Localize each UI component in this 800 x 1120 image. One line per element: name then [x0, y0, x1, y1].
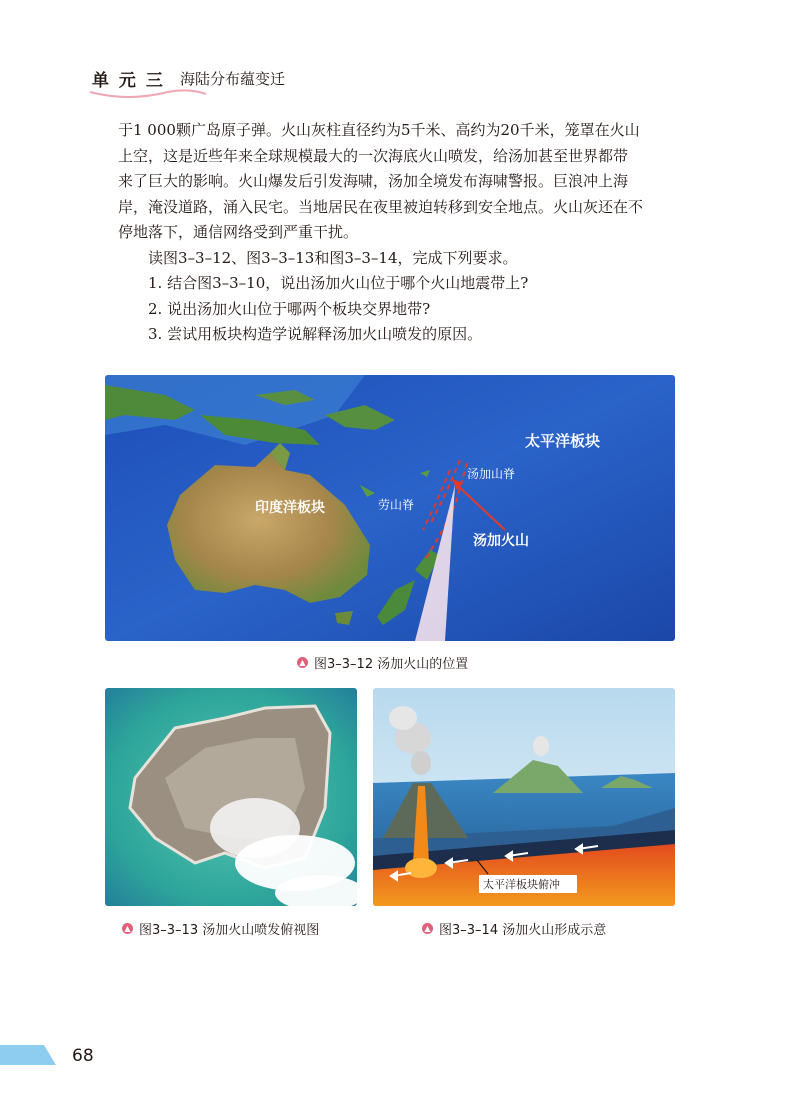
label-lau-ridge: 劳山脊	[378, 498, 415, 512]
caption-text: 图3–3–13 汤加火山喷发俯视图	[139, 923, 320, 938]
caption-text: 图3–3–12 汤加火山的位置	[314, 657, 469, 672]
body-line: 停地落下，通信网络受到严重干扰。	[118, 223, 359, 241]
caption-fig-3-3-13	[122, 919, 319, 938]
unit-header	[92, 60, 392, 100]
body-line: 上空，这是近些年来全球规模最大的一次海底火山喷发，给汤加甚至世界都带	[118, 146, 629, 165]
aerial-graphic	[105, 688, 357, 906]
body-text	[118, 118, 678, 348]
map-graphic	[105, 375, 675, 641]
page-tab-decoration	[0, 1045, 56, 1065]
tonga-formation-diagram	[373, 688, 675, 906]
caption-text: 图3–3–14 汤加火山形成示意	[439, 923, 607, 938]
instruction: 读图3–3–12、图3–3–13和图3–3–14，完成下列要求。	[148, 248, 518, 267]
page-number: 68	[72, 1046, 94, 1066]
caption-marker-icon: ▲	[297, 657, 308, 668]
caption-fig-3-3-14	[422, 919, 606, 938]
question-item: 2. 说出汤加火山位于哪两个板块交界地带?	[148, 299, 431, 318]
question-item: 3. 尝试用板块构造学说解释汤加火山喷发的原因。	[148, 325, 483, 343]
label-tonga-ridge: 汤加山脊	[467, 467, 516, 481]
body-line: 来了巨大的影响。火山爆发后引发海啸，汤加全境发布海啸警报。巨浪冲上海	[118, 172, 629, 190]
caption-fig-3-3-12	[297, 653, 468, 672]
label-pacific-plate: 太平洋板块	[525, 432, 601, 450]
label-indian-plate: 印度洋板块	[255, 500, 325, 516]
question-item: 1. 结合图3–3–10，说出汤加火山位于哪个火山地震带上?	[148, 274, 529, 292]
label-tonga-volcano: 汤加火山	[473, 533, 529, 549]
caption-marker-icon: ▲	[422, 923, 433, 934]
tonga-aerial-photo	[105, 688, 357, 906]
caption-marker-icon: ▲	[122, 923, 133, 934]
unit-label: 单 元 三	[92, 71, 165, 91]
unit-title: 海陆分布蕴变迁	[180, 70, 286, 88]
diagram-graphic	[373, 688, 675, 906]
body-line: 岸，淹没道路，涌入民宅。当地居民在夜里被迫转移到安全地点。火山灰还在不	[118, 197, 644, 216]
label-subduction: 太平洋板块俯冲	[483, 878, 560, 891]
body-line: 于1 000颗广岛原子弹。火山灰柱直径约为5千米、高约为20千米，笼罩在火山	[118, 121, 640, 139]
header-swoosh-decoration	[88, 86, 208, 100]
tonga-location-map	[105, 375, 675, 641]
